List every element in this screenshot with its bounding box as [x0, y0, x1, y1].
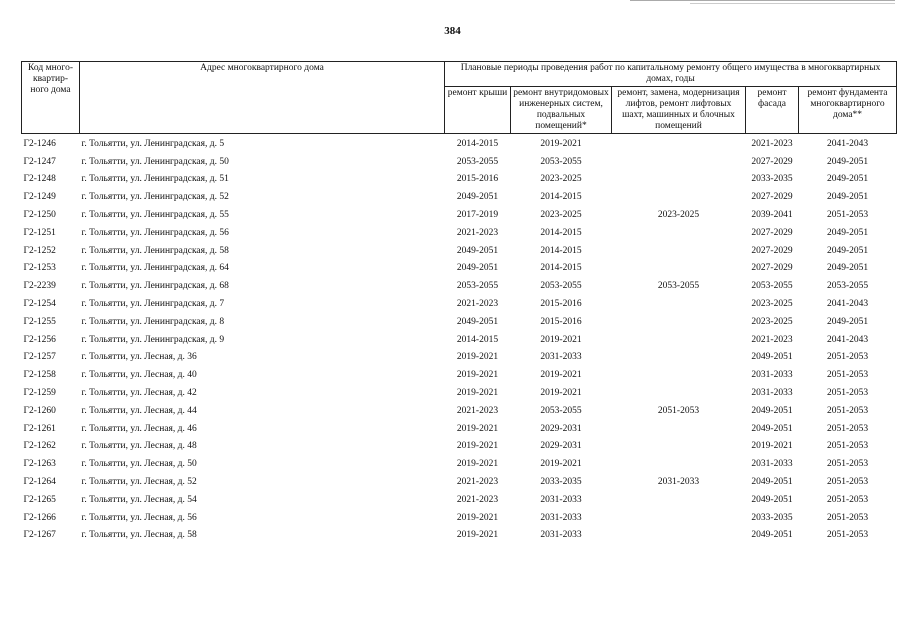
repair-schedule-table [21, 61, 897, 544]
cell-roof: 2053-2055 [456, 281, 499, 292]
cell-foundation: 2053-2055 [826, 281, 869, 292]
table-row [22, 206, 897, 224]
cell-code: Г2-1246 [23, 138, 56, 149]
cell-roof: 2021-2023 [456, 227, 499, 238]
cell-foundation: 2051-2053 [826, 459, 869, 470]
cell-address: г. Тольятти, ул. Лесная, д. 42 [81, 388, 197, 399]
table-row [22, 455, 897, 473]
cell-roof: 2053-2055 [456, 156, 499, 167]
cell-address: г. Тольятти, ул. Лесная, д. 58 [81, 530, 197, 541]
header-facade: ремонт фасада [746, 87, 799, 134]
cell-systems: 2031-2033 [540, 352, 582, 363]
cell-code: Г2-1249 [23, 192, 56, 203]
cell-foundation: 2049-2051 [826, 174, 869, 185]
cell-foundation: 2051-2053 [826, 352, 869, 363]
cell-elevators [612, 491, 746, 509]
cell-roof: 2019-2021 [456, 459, 499, 470]
header-code: Код много-квартир-ного дома [22, 62, 80, 134]
cell-roof: 2019-2021 [456, 352, 499, 363]
cell-facade: 2033-2035 [751, 174, 793, 185]
cell-facade: 2019-2021 [751, 441, 793, 452]
cell-roof: 2015-2016 [456, 174, 499, 185]
cell-systems: 2031-2033 [540, 494, 582, 505]
cell-foundation: 2041-2043 [826, 299, 869, 310]
cell-systems: 2031-2033 [540, 530, 582, 541]
cell-roof: 2019-2021 [456, 512, 499, 523]
cell-systems: 2014-2015 [540, 263, 582, 274]
cell-foundation: 2051-2053 [826, 441, 869, 452]
cell-roof: 2049-2051 [456, 316, 499, 327]
cell-roof: 2019-2021 [456, 388, 499, 399]
header-address: Адрес многоквартирного дома [80, 62, 445, 134]
table-row [22, 153, 897, 171]
cell-elevators [612, 349, 746, 367]
cell-roof: 2019-2021 [456, 441, 499, 452]
cell-systems: 2014-2015 [540, 192, 582, 203]
cell-elevators [612, 313, 746, 331]
cell-address: г. Тольятти, ул. Лесная, д. 46 [81, 423, 197, 434]
cell-roof: 2019-2021 [456, 423, 499, 434]
cell-facade: 2049-2051 [751, 477, 793, 488]
table-row [22, 384, 897, 402]
cell-facade: 2027-2029 [751, 245, 793, 256]
cell-foundation: 2051-2053 [826, 388, 869, 399]
cell-systems: 2019-2021 [540, 334, 582, 345]
cell-facade: 2049-2051 [751, 494, 793, 505]
cell-address: г. Тольятти, ул. Лесная, д. 48 [81, 441, 197, 452]
table-row [22, 491, 897, 509]
cell-facade: 2027-2029 [751, 192, 793, 203]
cell-address: г. Тольятти, ул. Лесная, д. 56 [81, 512, 197, 523]
cell-elevators [612, 384, 746, 402]
table-row [22, 509, 897, 527]
table-row [22, 224, 897, 242]
cell-foundation: 2041-2043 [826, 138, 869, 149]
cell-elevators [612, 438, 746, 456]
cell-systems: 2019-2021 [540, 459, 582, 470]
cell-roof: 2017-2019 [456, 210, 499, 221]
cell-code: Г2-1257 [23, 352, 56, 363]
table-body [22, 134, 897, 545]
top-rule-secondary [690, 3, 895, 4]
table-row [22, 242, 897, 260]
table-row [22, 527, 897, 545]
cell-code: Г2-1250 [23, 210, 56, 221]
cell-systems: 2019-2021 [540, 388, 582, 399]
cell-address: г. Тольятти, ул. Ленинградская, д. 68 [81, 281, 229, 292]
cell-facade: 2023-2025 [751, 316, 793, 327]
cell-code: Г2-1252 [23, 245, 56, 256]
cell-elevators [612, 134, 746, 153]
cell-elevators [612, 242, 746, 260]
cell-elevators [612, 455, 746, 473]
cell-facade: 2031-2033 [751, 370, 793, 381]
cell-address: г. Тольятти, ул. Лесная, д. 52 [81, 477, 197, 488]
cell-systems: 2023-2025 [540, 210, 582, 221]
table-row [22, 260, 897, 278]
cell-facade: 2049-2051 [751, 423, 793, 434]
header-foundation: ремонт фундамента многоквартирного дома** [799, 87, 897, 134]
cell-code: Г2-1254 [23, 299, 56, 310]
header-roof: ремонт крыши [445, 87, 511, 134]
cell-code: Г2-1265 [23, 494, 56, 505]
cell-code: Г2-1259 [23, 388, 56, 399]
cell-elevators: 2051-2053 [657, 405, 700, 416]
cell-systems: 2019-2021 [540, 138, 582, 149]
cell-foundation: 2049-2051 [826, 192, 869, 203]
cell-elevators: 2053-2055 [657, 281, 700, 292]
cell-code: Г2-1256 [23, 334, 56, 345]
cell-systems: 2015-2016 [540, 299, 582, 310]
cell-systems: 2023-2025 [540, 174, 582, 185]
cell-address: г. Тольятти, ул. Ленинградская, д. 52 [81, 192, 229, 203]
cell-elevators [612, 295, 746, 313]
cell-foundation: 2049-2051 [826, 316, 869, 327]
cell-elevators [612, 260, 746, 278]
cell-facade: 2049-2051 [751, 352, 793, 363]
cell-systems: 2029-2031 [540, 441, 582, 452]
cell-address: г. Тольятти, ул. Лесная, д. 40 [81, 370, 197, 381]
cell-code: Г2-1260 [23, 405, 56, 416]
cell-foundation: 2051-2053 [826, 405, 869, 416]
cell-elevators [612, 153, 746, 171]
cell-elevators [612, 420, 746, 438]
cell-address: г. Тольятти, ул. Ленинградская, д. 8 [81, 316, 225, 327]
cell-code: Г2-1266 [23, 512, 56, 523]
cell-facade: 2039-2041 [751, 210, 793, 221]
cell-elevators [612, 224, 746, 242]
cell-systems: 2029-2031 [540, 423, 582, 434]
cell-elevators: 2023-2025 [657, 210, 700, 221]
table-row [22, 349, 897, 367]
top-rule [630, 0, 895, 1]
cell-facade: 2027-2029 [751, 156, 793, 167]
cell-roof: 2021-2023 [456, 494, 499, 505]
cell-code: Г2-1263 [23, 459, 56, 470]
table-row [22, 366, 897, 384]
cell-roof: 2021-2023 [456, 405, 499, 416]
cell-facade: 2027-2029 [751, 227, 793, 238]
cell-foundation: 2051-2053 [826, 370, 869, 381]
table-row [22, 134, 897, 153]
cell-facade: 2021-2023 [751, 334, 793, 345]
cell-address: г. Тольятти, ул. Ленинградская, д. 58 [81, 245, 229, 256]
cell-foundation: 2049-2051 [826, 156, 869, 167]
cell-roof: 2014-2015 [456, 334, 499, 345]
cell-code: Г2-1247 [23, 156, 56, 167]
cell-foundation: 2051-2053 [826, 494, 869, 505]
cell-code: Г2-1261 [23, 423, 56, 434]
cell-address: г. Тольятти, ул. Ленинградская, д. 56 [81, 227, 229, 238]
cell-code: Г2-1253 [23, 263, 56, 274]
cell-elevators [612, 171, 746, 189]
cell-facade: 2023-2025 [751, 299, 793, 310]
cell-foundation: 2049-2051 [826, 263, 869, 274]
cell-address: г. Тольятти, ул. Ленинградская, д. 9 [81, 334, 225, 345]
cell-address: г. Тольятти, ул. Ленинградская, д. 7 [81, 299, 225, 310]
cell-code: Г2-1264 [23, 477, 56, 488]
cell-elevators [612, 366, 746, 384]
table-row [22, 171, 897, 189]
cell-foundation: 2051-2053 [826, 477, 869, 488]
cell-systems: 2053-2055 [540, 405, 582, 416]
table-row [22, 438, 897, 456]
cell-facade: 2049-2051 [751, 530, 793, 541]
cell-elevators [612, 509, 746, 527]
cell-address: г. Тольятти, ул. Лесная, д. 54 [81, 494, 197, 505]
cell-systems: 2014-2015 [540, 245, 582, 256]
table-header [22, 62, 897, 134]
cell-code: Г2-1255 [23, 316, 56, 327]
cell-address: г. Тольятти, ул. Лесная, д. 44 [81, 405, 197, 416]
cell-address: г. Тольятти, ул. Лесная, д. 36 [81, 352, 197, 363]
cell-address: г. Тольятти, ул. Ленинградская, д. 51 [81, 174, 229, 185]
table-row [22, 295, 897, 313]
cell-facade: 2033-2035 [751, 512, 793, 523]
table-row [22, 277, 897, 295]
cell-elevators [612, 188, 746, 206]
cell-address: г. Тольятти, ул. Ленинградская, д. 50 [81, 156, 229, 167]
cell-roof: 2014-2015 [456, 138, 499, 149]
cell-code: Г2-2239 [23, 281, 56, 292]
cell-code: Г2-1251 [23, 227, 56, 238]
cell-roof: 2019-2021 [456, 530, 499, 541]
table-row [22, 313, 897, 331]
table-row [22, 420, 897, 438]
cell-systems: 2053-2055 [540, 281, 582, 292]
header-systems: ремонт внутридомовых инженерных систем, подвальных помещений* [511, 87, 612, 134]
cell-foundation: 2051-2053 [826, 210, 869, 221]
cell-facade: 2053-2055 [751, 281, 793, 292]
cell-systems: 2053-2055 [540, 156, 582, 167]
cell-foundation: 2049-2051 [826, 245, 869, 256]
header-elevators: ремонт, замена, модернизация лифтов, ремонт лифтовых шахт, машинных и блочных помещений [612, 87, 746, 134]
cell-facade: 2031-2033 [751, 459, 793, 470]
table-row [22, 402, 897, 420]
cell-code: Г2-1262 [23, 441, 56, 452]
cell-roof: 2049-2051 [456, 263, 499, 274]
cell-facade: 2049-2051 [751, 405, 793, 416]
cell-facade: 2031-2033 [751, 388, 793, 399]
cell-foundation: 2049-2051 [826, 227, 869, 238]
cell-foundation: 2041-2043 [826, 334, 869, 345]
cell-foundation: 2051-2053 [826, 530, 869, 541]
table-row [22, 473, 897, 491]
cell-systems: 2033-2035 [540, 477, 582, 488]
cell-roof: 2021-2023 [456, 299, 499, 310]
table-row [22, 331, 897, 349]
cell-elevators [612, 331, 746, 349]
table-row [22, 188, 897, 206]
cell-address: г. Тольятти, ул. Ленинградская, д. 64 [81, 263, 229, 274]
page-number: 384 [444, 25, 461, 37]
cell-elevators: 2031-2033 [657, 477, 700, 488]
cell-elevators [612, 527, 746, 545]
cell-roof: 2049-2051 [456, 245, 499, 256]
cell-systems: 2014-2015 [540, 227, 582, 238]
cell-facade: 2021-2023 [751, 138, 793, 149]
cell-systems: 2015-2016 [540, 316, 582, 327]
header-group: Плановые периоды проведения работ по капитальному ремонту общего имущества в многоквартирных домах, годы [445, 62, 897, 87]
cell-code: Г2-1267 [23, 530, 56, 541]
cell-roof: 2019-2021 [456, 370, 499, 381]
cell-foundation: 2051-2053 [826, 423, 869, 434]
cell-address: г. Тольятти, ул. Лесная, д. 50 [81, 459, 197, 470]
cell-facade: 2027-2029 [751, 263, 793, 274]
cell-systems: 2019-2021 [540, 370, 582, 381]
cell-roof: 2049-2051 [456, 192, 499, 203]
cell-address: г. Тольятти, ул. Ленинградская, д. 55 [81, 210, 229, 221]
cell-address: г. Тольятти, ул. Ленинградская, д. 5 [81, 138, 225, 149]
cell-foundation: 2051-2053 [826, 512, 869, 523]
cell-code: Г2-1248 [23, 174, 56, 185]
cell-roof: 2021-2023 [456, 477, 499, 488]
cell-systems: 2031-2033 [540, 512, 582, 523]
cell-code: Г2-1258 [23, 370, 56, 381]
